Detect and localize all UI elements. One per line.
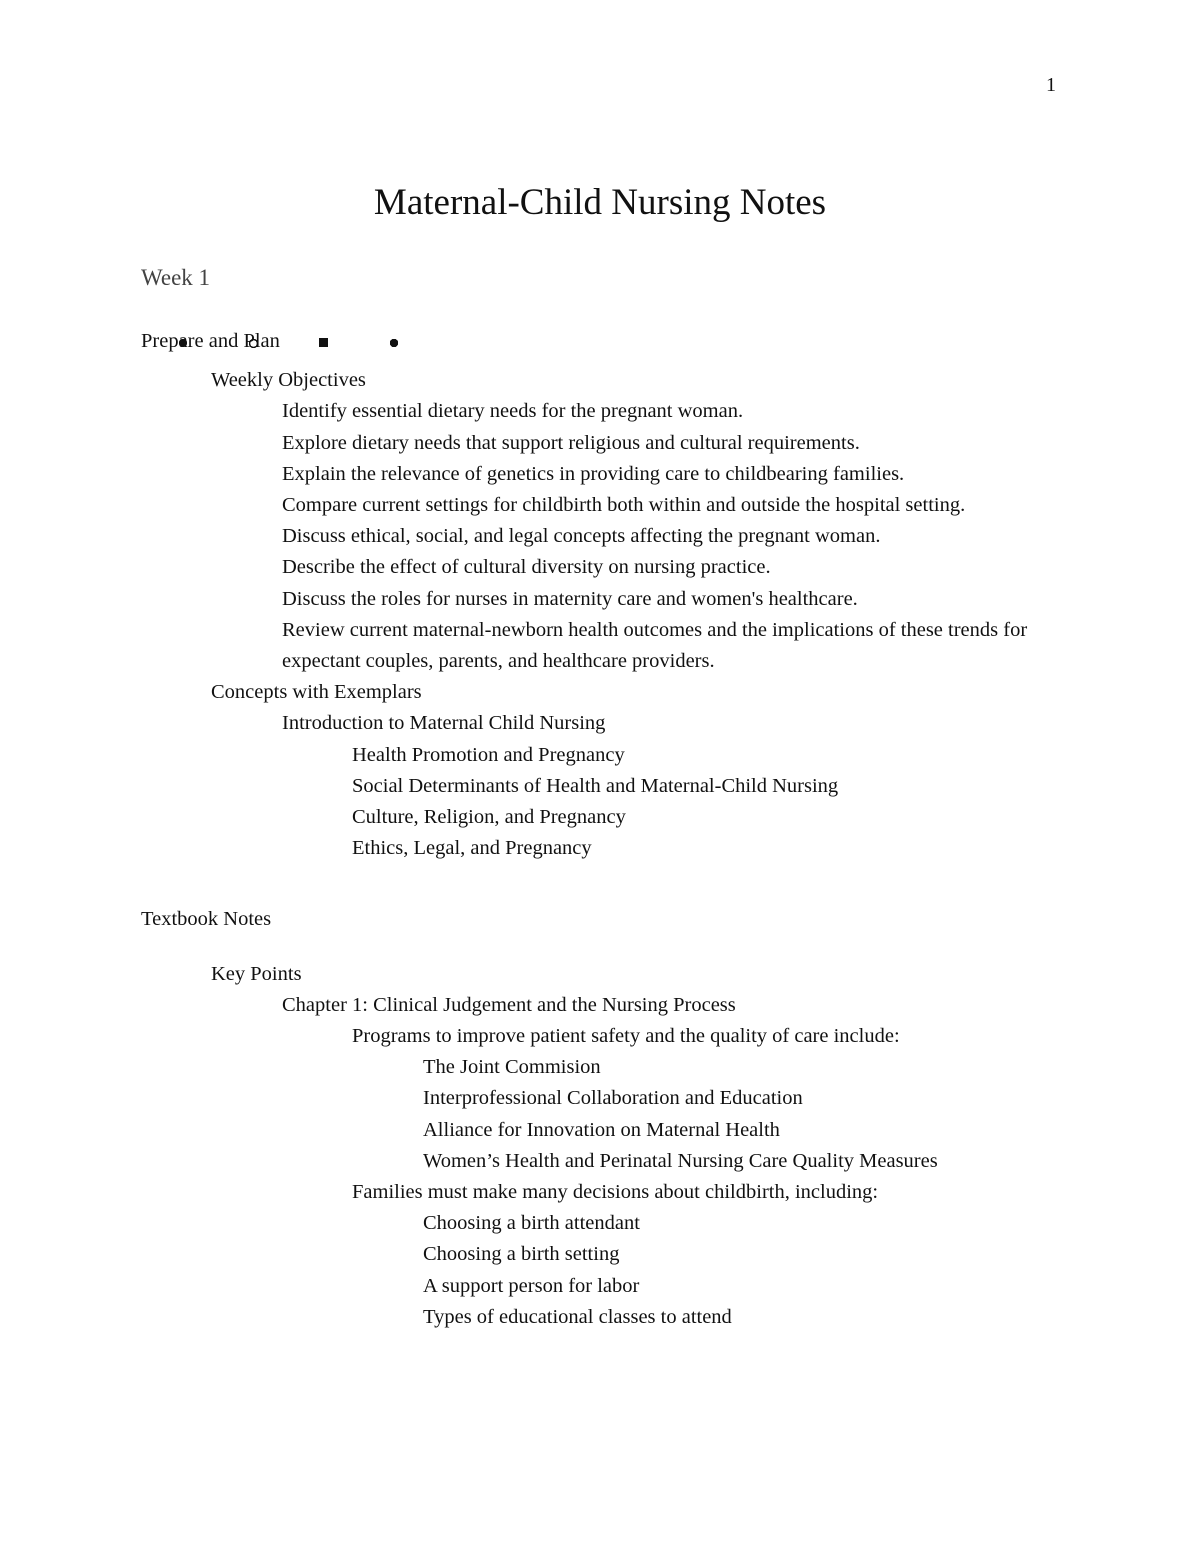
- list-item-text: Interprofessional Collaboration and Education: [423, 1087, 803, 1110]
- list-item: [141, 521, 1066, 552]
- list-item-text: Ethics, Legal, and Pregnancy: [352, 837, 592, 860]
- list-item: [141, 459, 1066, 490]
- list-item: [141, 1083, 1066, 1114]
- list-item-text: Describe the effect of cultural diversity on nursing practice.: [282, 556, 771, 579]
- list-item: [141, 1177, 1066, 1208]
- list-item: [141, 740, 1066, 771]
- list-item-text: Chapter 1: Clinical Judgement and the Nursing Process: [282, 993, 736, 1016]
- list-item-text: Choosing a birth attendant: [423, 1212, 640, 1235]
- list-item: [141, 615, 1066, 677]
- list-item-text: Discuss the roles for nurses in maternity care and women's healthcare.: [282, 587, 858, 610]
- list-item: [141, 552, 1066, 583]
- list-item: [141, 1021, 1066, 1052]
- list-item: [141, 1208, 1066, 1239]
- list-item-text: Identify essential dietary needs for the pregnant woman.: [282, 400, 744, 423]
- list-item-text: Review current maternal-newborn health outcomes and the implications of these trends for expectant couples, parents, and healthcare providers.: [282, 618, 1028, 673]
- list-item: [141, 365, 1066, 396]
- list-item-text: The Joint Commision: [423, 1056, 601, 1079]
- list-item: [141, 428, 1066, 459]
- list-item: [141, 677, 1066, 708]
- document-body: [141, 326, 1066, 1333]
- list-item: [141, 1302, 1066, 1333]
- list-item: [141, 990, 1066, 1021]
- list-item: [141, 584, 1066, 615]
- list-item-text: Types of educational classes to attend: [423, 1305, 732, 1328]
- list-item-text: Social Determinants of Health and Maternal-Child Nursing: [352, 774, 839, 797]
- list-item: [141, 833, 1066, 864]
- list-item-text: Weekly Objectives: [211, 369, 366, 392]
- list-item-text: Families must make many decisions about childbirth, including:: [352, 1181, 879, 1204]
- list-item: [141, 959, 1066, 990]
- list-item: [141, 1115, 1066, 1146]
- list-item: [141, 1271, 1066, 1302]
- bullet-list: [141, 959, 1066, 1333]
- page-number: 1: [1046, 74, 1056, 96]
- list-item: [141, 1052, 1066, 1083]
- list-item-text: Discuss ethical, social, and legal concepts affecting the pregnant woman.: [282, 525, 881, 548]
- list-item-text: Culture, Religion, and Pregnancy: [352, 806, 626, 829]
- list-item: [141, 802, 1066, 833]
- list-item-text: Concepts with Exemplars: [211, 681, 422, 704]
- list-item: [141, 1146, 1066, 1177]
- list-item: [141, 771, 1066, 802]
- document-title: Maternal-Child Nursing Notes: [373, 182, 827, 223]
- list-item-text: A support person for labor: [423, 1274, 640, 1297]
- list-item: [141, 1239, 1066, 1270]
- list-item-text: Programs to improve patient safety and the quality of care include:: [352, 1025, 900, 1048]
- list-item-text: Health Promotion and Pregnancy: [352, 743, 625, 766]
- list-item: [141, 708, 1066, 739]
- bullet-list: [141, 365, 1066, 864]
- list-item-text: Alliance for Innovation on Maternal Health: [423, 1118, 780, 1141]
- list-item-text: Introduction to Maternal Child Nursing: [282, 712, 606, 735]
- list-item-text: Explain the relevance of genetics in providing care to childbearing families.: [282, 462, 905, 485]
- list-item: [141, 396, 1066, 427]
- list-item-text: Women’s Health and Perinatal Nursing Care Quality Measures: [423, 1149, 938, 1172]
- section-heading: Prepare and Plan: [141, 330, 280, 352]
- list-item: [141, 490, 1066, 521]
- week-heading: Week 1: [141, 265, 211, 290]
- section: [141, 904, 1066, 1333]
- list-item-text: Explore dietary needs that support religious and cultural requirements.: [282, 431, 860, 454]
- section-heading: Textbook Notes: [141, 908, 272, 931]
- list-item-text: Choosing a birth setting: [423, 1243, 620, 1266]
- section: [141, 326, 1066, 864]
- list-item-text: Key Points: [211, 962, 302, 985]
- list-item-text: Compare current settings for childbirth both within and outside the hospital setting.: [282, 494, 966, 517]
